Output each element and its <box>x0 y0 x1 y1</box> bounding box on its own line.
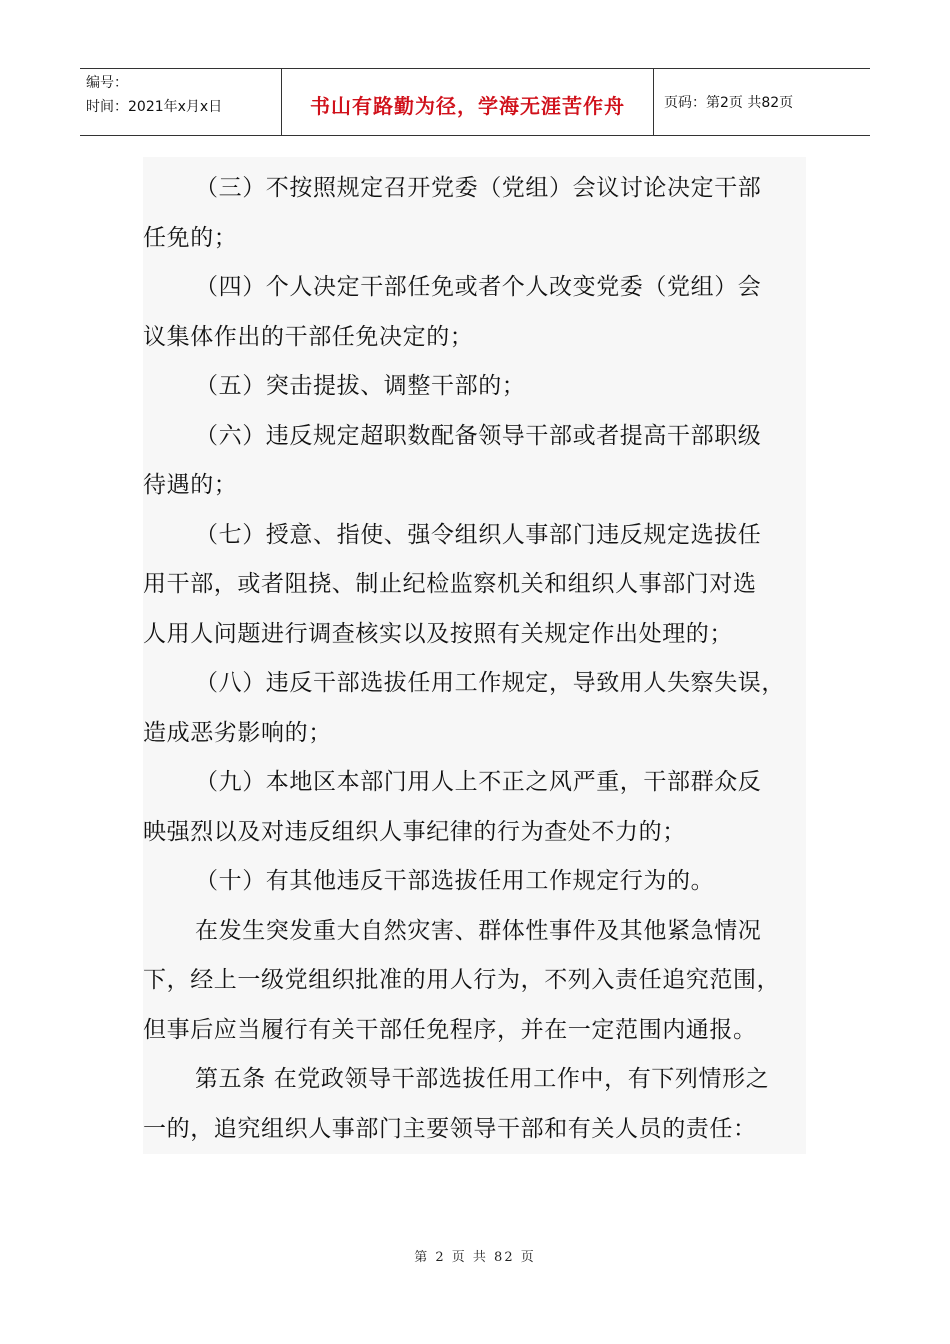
page-info: 页码：第2页 共82页 <box>664 95 794 111</box>
text-line: 人用人问题进行调查核实以及按照有关规定作出处理的； <box>143 621 733 647</box>
motto-text: 书山有路勤为径，学海无涯苦作舟 <box>310 93 625 118</box>
text-line: 待遇的； <box>143 472 238 498</box>
text-line: 议集体作出的干部任免决定的； <box>143 324 474 350</box>
text-line: 下，经上一级党组织批准的用人行为，不列入责任追究范围， <box>143 967 781 993</box>
document-body <box>143 157 806 1154</box>
text-line: 第五条 在党政领导干部选拔任用工作中，有下列情形之 <box>195 1066 770 1092</box>
number-label: 编号： <box>86 75 128 91</box>
header-page-cell <box>654 69 870 135</box>
footer-page-number: 第 2 页 共 82 页 <box>414 1250 536 1265</box>
text-line: （九）本地区本部门用人上不正之风严重，干部群众反 <box>195 769 762 795</box>
text-line: 一的，追究组织人事部门主要领导干部和有关人员的责任： <box>143 1116 757 1142</box>
text-line: 但事后应当履行有关干部任免程序，并在一定范围内通报。 <box>143 1017 757 1043</box>
time-label: 时间：2021年x月x日 <box>86 99 223 115</box>
text-line: 在发生突发重大自然灾害、群体性事件及其他紧急情况 <box>195 918 762 944</box>
text-line: （八）违反干部选拔任用工作规定，导致用人失察失误， <box>195 670 785 696</box>
text-line: （六）违反规定超职数配备领导干部或者提高干部职级 <box>195 423 762 449</box>
text-line: 映强烈以及对违反组织人事纪律的行为查处不力的； <box>143 819 686 845</box>
text-line: 造成恶劣影响的； <box>143 720 332 746</box>
document-header <box>80 68 870 136</box>
text-line: （七）授意、指使、强令组织人事部门违反规定选拔任 <box>195 522 762 548</box>
page-footer <box>0 1246 950 1265</box>
header-motto-cell <box>282 69 654 135</box>
text-line: （十）有其他违反干部选拔任用工作规定行为的。 <box>195 868 715 894</box>
text-line: （五）突击提拔、调整干部的； <box>195 373 526 399</box>
text-line: 任免的； <box>143 225 238 251</box>
text-line: （四）个人决定干部任免或者个人改变党委（党组）会 <box>195 274 762 300</box>
header-meta-cell <box>80 69 282 135</box>
text-line: （三）不按照规定召开党委（党组）会议讨论决定干部 <box>195 175 762 201</box>
text-line: 用干部，或者阻挠、制止纪检监察机关和组织人事部门对选 <box>143 571 757 597</box>
